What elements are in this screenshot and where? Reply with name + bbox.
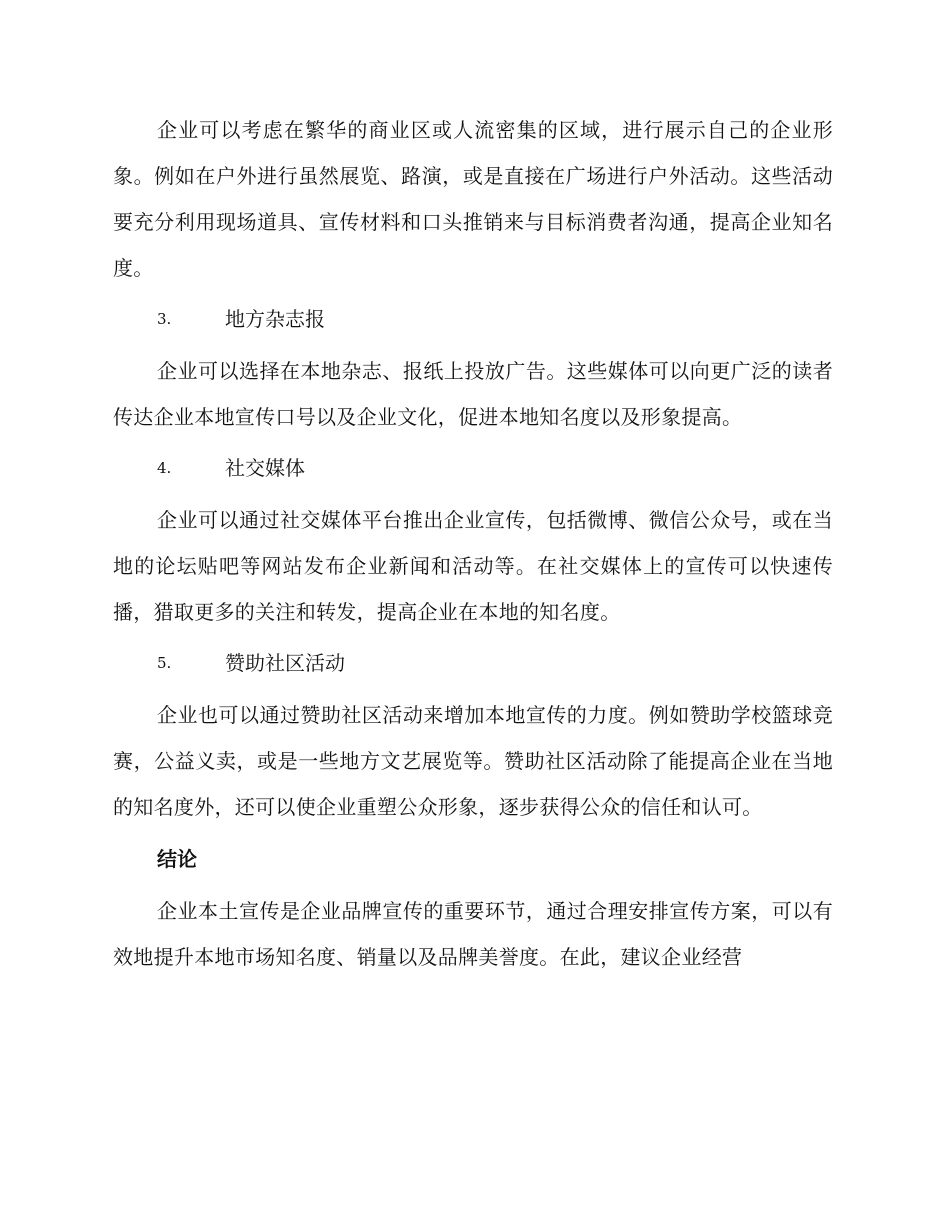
list-heading-title: 社交媒体 (225, 456, 305, 480)
document-body (113, 107, 833, 980)
conclusion-heading: 结论 (157, 847, 197, 871)
list-heading-5 (113, 640, 833, 686)
paragraph-item-5: 企业也可以通过赞助社区活动来增加本地宣传的力度。例如赞助学校篮球竞赛，公益义卖，或是一些地方文艺展览等。赞助社区活动除了能提高企业在当地的知名度外，还可以使企业重塑公众形象，逐步获得公众的信任和认可。 (113, 703, 833, 819)
list-number: 3. (157, 310, 172, 328)
list-heading-title: 赞助社区活动 (225, 651, 345, 675)
paragraph-item-3: 企业可以选择在本地杂志、报纸上投放广告。这些媒体可以向更广泛的读者传达企业本地宣传口号以及企业文化，促进本地知名度以及形象提高。 (113, 359, 833, 429)
list-heading-title: 地方杂志报 (225, 307, 325, 331)
list-number: 5. (157, 654, 172, 672)
paragraph-conclusion: 企业本土宣传是企业品牌宣传的重要环节，通过合理安排宣传方案，可以有效地提升本地市场知名度、销量以及品牌美誉度。在此，建议企业经营 (113, 899, 833, 969)
paragraph-item-4: 企业可以通过社交媒体平台推出企业宣传，包括微博、微信公众号，或在当地的论坛贴吧等网站发布企业新闻和活动等。在社交媒体上的宣传可以快速传播，猎取更多的关注和转发，提高企业在本地的知名度。 (113, 508, 833, 624)
list-heading-3 (113, 296, 833, 342)
paragraph-intro: 企业可以考虑在繁华的商业区或人流密集的区域，进行展示自己的企业形象。例如在户外进行虽然展览、路演，或是直接在广场进行户外活动。这些活动要充分利用现场道具、宣传材料和口头推销来与目标消费者沟通，提高企业知名度。 (113, 118, 833, 280)
list-number: 4. (157, 459, 172, 477)
list-heading-4 (113, 445, 833, 491)
